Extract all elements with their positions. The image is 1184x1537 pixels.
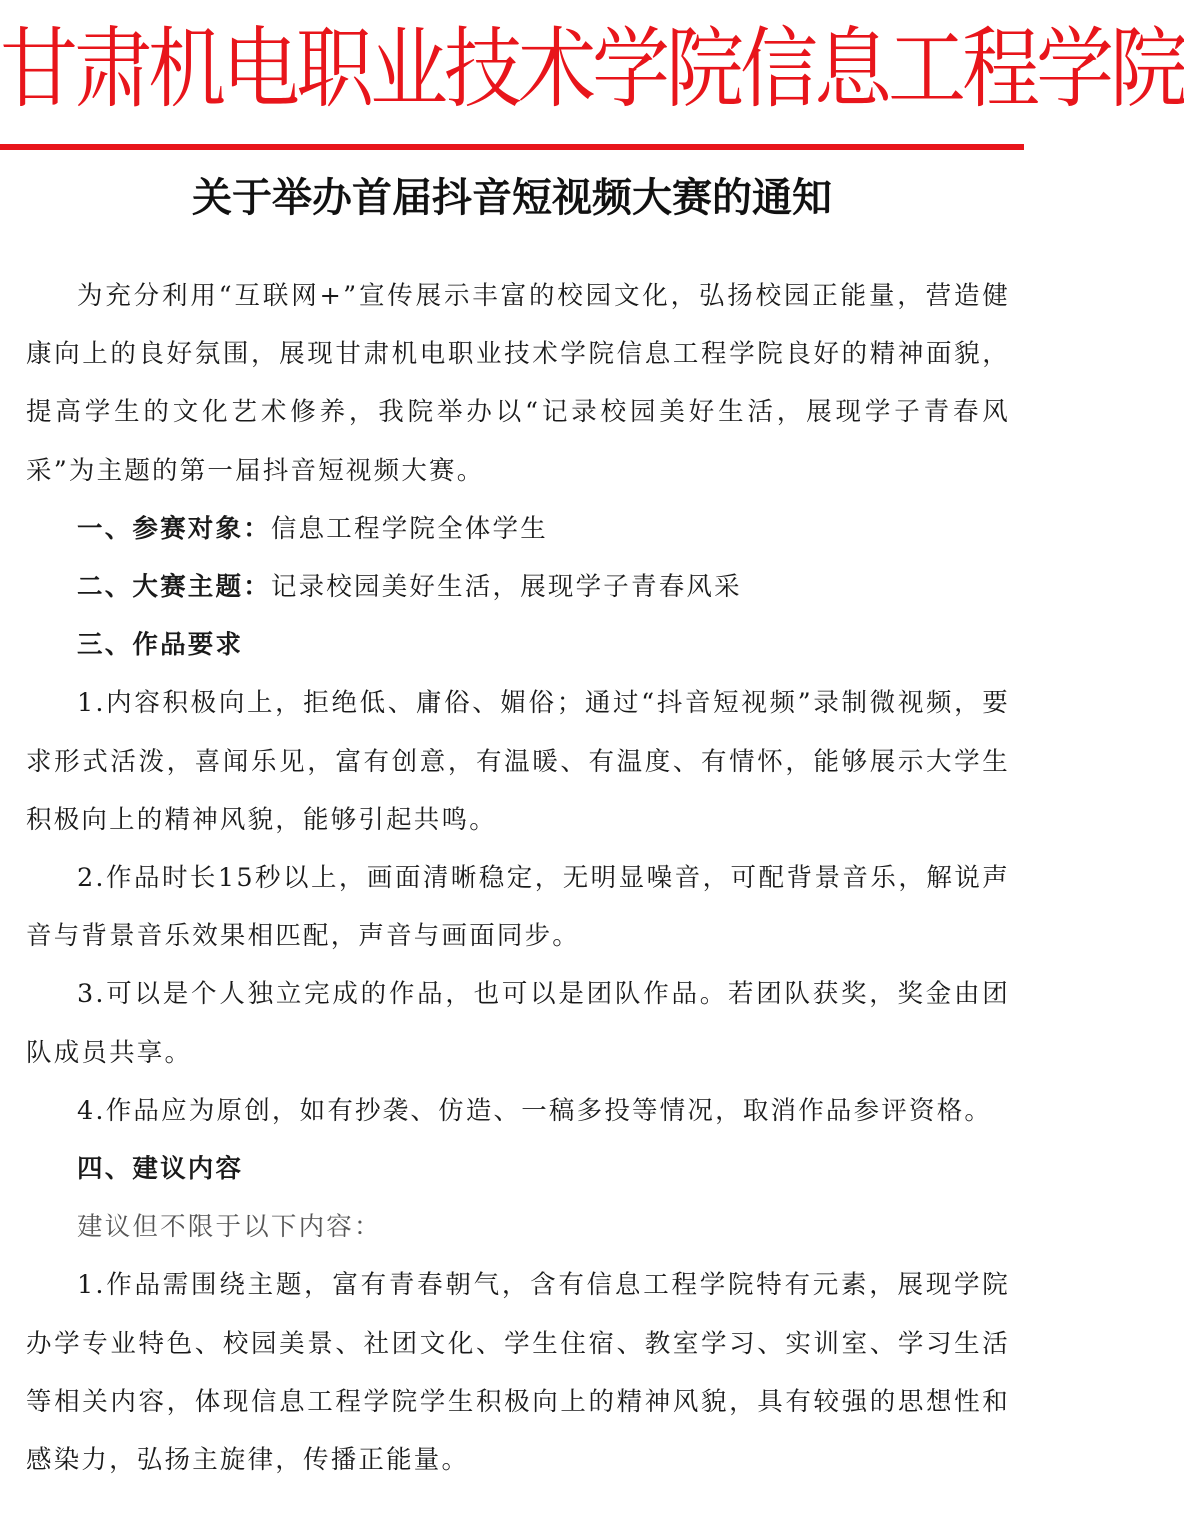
section-participants bbox=[26, 500, 1010, 558]
notice-title: 关于举办首届抖音短视频大赛的通知 bbox=[192, 175, 832, 221]
section-theme bbox=[26, 558, 1010, 616]
suggestion-item-1: 1.作品需围绕主题，富有青春朝气，含有信息工程学院特有元素，展现学院办学专业特色、校园美景、社团文化、学生住宿、教室学习、实训室、学习生活等相关内容，体现信息工程学院学生积极向上的精神风貌，具有较强的思想性和感染力，弘扬主旋律，传播正能量。 bbox=[26, 1270, 1010, 1476]
section-participants-heading: 一、参赛对象： bbox=[77, 513, 271, 544]
intro-paragraph: 为充分利用“互联网+”宣传展示丰富的校园文化，弘扬校园正能量，营造健康向上的良好氛围，展现甘肃机电职业技术学院信息工程学院良好的精神面貌，提高学生的文化艺术修养，我院举办以“记录校园美好生活，展现学子青春风采”为主题的第一届抖音短视频大赛。 bbox=[26, 281, 1010, 486]
requirement-item-4: 4.作品应为原创，如有抄袭、仿造、一稿多投等情况，取消作品参评资格。 bbox=[77, 1095, 993, 1126]
notice-body bbox=[26, 267, 1010, 1489]
red-divider bbox=[0, 144, 1024, 150]
requirement-item-2: 2.作品时长15秒以上，画面清晰稳定，无明显噪音，可配背景音乐，解说声音与背景音乐效果相匹配，声音与画面同步。 bbox=[26, 863, 1010, 952]
institution-masthead: 甘肃机电职业技术学院信息工程学院 bbox=[0, 19, 1184, 121]
section-requirements-heading: 三、作品要求 bbox=[77, 630, 244, 661]
section-participants-text: 信息工程学院全体学生 bbox=[270, 513, 548, 544]
section-theme-heading: 二、大赛主题： bbox=[77, 572, 271, 603]
section-theme-text: 记录校园美好生活，展现学子青春风采 bbox=[270, 572, 742, 603]
section-suggestions-heading: 四、建议内容 bbox=[77, 1154, 244, 1185]
suggestions-lead: 建议但不限于以下内容： bbox=[77, 1212, 382, 1243]
requirement-item-1: 1.内容积极向上，拒绝低、庸俗、媚俗；通过“抖音短视频”录制微视频，要求形式活泼，喜闻乐见，富有创意，有温暖、有温度、有情怀，能够展示大学生积极向上的精神风貌，能够引起共鸣。 bbox=[26, 688, 1010, 835]
requirement-item-3: 3.可以是个人独立完成的作品，也可以是团队作品。若团队获奖，奖金由团队成员共享。 bbox=[26, 979, 1010, 1068]
